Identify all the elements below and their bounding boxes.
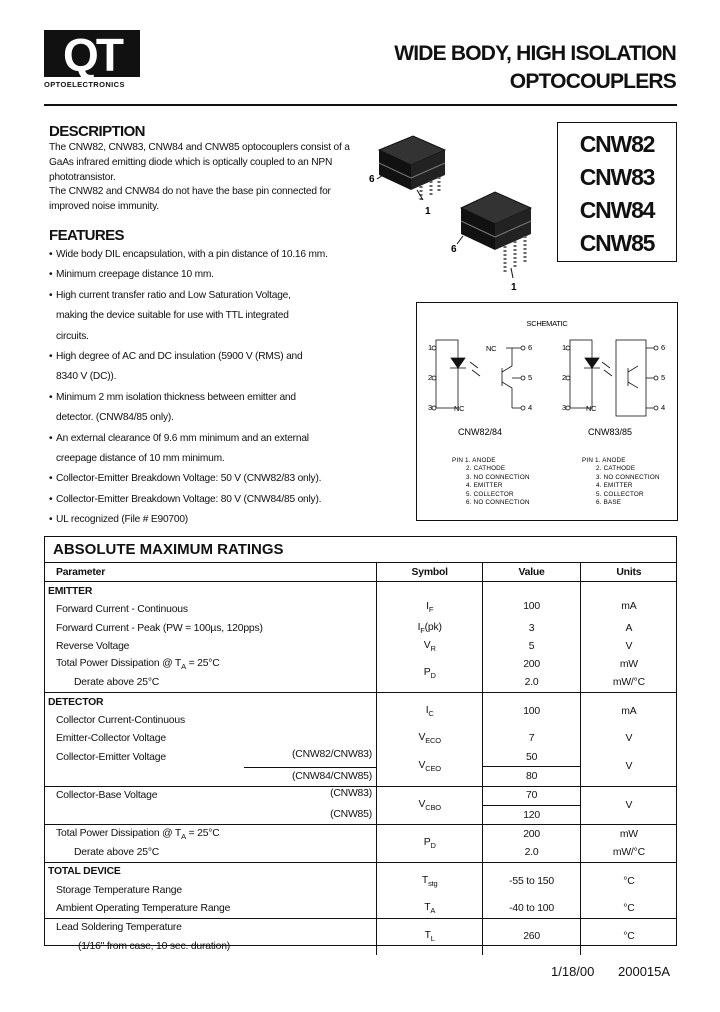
- units-cell: mW/°C: [612, 677, 645, 689]
- symbol-cell: $I_F(pk)$: [376, 619, 482, 637]
- value-cell: 100: [483, 601, 580, 619]
- schematic-diagram: [416, 302, 678, 521]
- pin-label-1: 1: [425, 206, 431, 217]
- units-cell: mW: [619, 659, 638, 671]
- col-header-symbol: Symbol: [376, 563, 482, 582]
- param-cell: Collector-Emitter Voltage (CNW82/CNW83): [44, 748, 376, 767]
- features-list: [49, 245, 369, 531]
- value-cell: 2.0: [483, 843, 580, 862]
- part-number: CNW84: [579, 197, 655, 223]
- value-cell: -40 to 100: [483, 899, 580, 918]
- feature-item: • Minimum creepage distance 10 mm.: [49, 265, 369, 285]
- circuit-cnw82-84: [432, 340, 525, 410]
- table-row: [44, 825, 677, 844]
- feature-item: • Collector-Emitter Breakdown Voltage: 50 V (CNW82/83 only).: [49, 469, 369, 489]
- symbol-cell: $V_{CBO}$: [376, 786, 482, 825]
- param-cell: Total Power Dissipation @ $T_A = 25^\circ C$: [44, 825, 376, 844]
- feature-item-cont: circuits.: [56, 330, 89, 342]
- pin-number: 6: [528, 343, 532, 352]
- value-cell: -55 to 150: [483, 862, 580, 899]
- pin-number: 4: [661, 403, 665, 412]
- pin-number: 4: [528, 403, 532, 412]
- pin-number: 5: [661, 373, 665, 382]
- units-cell: °C: [623, 902, 635, 914]
- col-header-parameter: Parameter: [44, 563, 376, 582]
- table-row: [44, 582, 677, 601]
- table-row: [44, 601, 677, 619]
- footer-doc-code: 200015A: [618, 964, 671, 979]
- pin-desc: PIN 1. ANODE: [452, 457, 496, 464]
- value-cell: 70: [483, 786, 580, 805]
- right-caption: CNW83/85: [587, 427, 633, 437]
- features-heading: FEATURES: [49, 227, 124, 244]
- feature-item: • Minimum 2 mm isolation thickness between emitter and: [49, 388, 369, 408]
- units-cell: °C: [580, 862, 677, 899]
- circuit-cnw83-85: [566, 340, 658, 416]
- nc-label: NC: [486, 344, 497, 353]
- document-title-line2: OPTOCOUPLERS: [509, 70, 676, 93]
- symbol-cell: $V_{ECO}$: [376, 730, 482, 748]
- param-cell: (CNW85): [44, 805, 376, 824]
- value-cell: 5: [483, 637, 580, 655]
- symbol-cell: $V_{CEO}$: [376, 748, 482, 786]
- pin-label-6: 6: [451, 244, 457, 255]
- left-pin-list: [452, 457, 530, 506]
- schematic-title: SCHEMATIC: [526, 319, 568, 328]
- table-row: [44, 862, 677, 881]
- value-cell: 120: [483, 805, 580, 824]
- feature-item: • Wide body DIL encapsulation, with a pin distance of 10.16 mm.: [49, 245, 369, 265]
- table-header-row: [44, 563, 677, 582]
- group-label: TOTAL DEVICE: [44, 862, 376, 881]
- part-number: CNW83: [579, 164, 655, 190]
- pin-number: 1: [562, 343, 566, 352]
- pin-desc: 2. CATHODE: [466, 465, 506, 472]
- header-divider: [44, 104, 677, 106]
- value-cell: 3: [483, 619, 580, 637]
- pin-number: 2: [562, 373, 566, 382]
- units-cell: mA: [621, 600, 637, 612]
- units-cell: mW: [580, 825, 677, 844]
- param-cell: Forward Current - Peak (PW = 100µs, 120pps): [44, 619, 376, 637]
- symbol-cell: $I_C$: [376, 693, 482, 730]
- param-cell: Derate above 25°C: [44, 674, 376, 693]
- param-cell: Total Power Dissipation @ $T_A = 25^\circ C$: [44, 655, 376, 673]
- table-row: [44, 786, 677, 805]
- feature-item: • High degree of AC and DC insulation (5900 V (RMS) and: [49, 347, 369, 367]
- pin-desc: 6. NO CONNECTION: [466, 499, 530, 506]
- pin-number: 3: [428, 403, 432, 412]
- table-row: [44, 637, 677, 655]
- units-cell: mA: [580, 693, 677, 730]
- value-cell: 200: [483, 655, 580, 673]
- param-cell: Ambient Operating Temperature Range: [44, 899, 376, 918]
- feature-item: • UL recognized (File # E90700): [49, 510, 369, 530]
- ratings-heading: ABSOLUTE MAXIMUM RATINGS: [53, 541, 284, 558]
- symbol-cell: $T_A$: [376, 899, 482, 918]
- symbol-cell: $V_R$: [376, 637, 482, 655]
- col-header-value: Value: [483, 563, 580, 582]
- value-cell: 50: [483, 748, 580, 767]
- feature-item-cont: detector. (CNW84/85 only).: [56, 412, 174, 424]
- symbol-cell: $T_{stg}$: [376, 862, 482, 899]
- feature-item-cont: creepage distance of 10 mm minimum.: [56, 453, 225, 465]
- param-cell: Storage Temperature Range: [44, 881, 376, 899]
- ratings-heading-box: [44, 536, 677, 563]
- param-cell: Reverse Voltage: [44, 637, 376, 655]
- svg-text:QT: QT: [63, 30, 121, 81]
- pin-label-6: 6: [369, 174, 375, 185]
- table-row: [44, 899, 677, 918]
- table-row: [44, 674, 677, 693]
- feature-item: • High current transfer ratio and Low Saturation Voltage,: [49, 286, 369, 306]
- nc-label: NC: [586, 404, 597, 413]
- description-para-1: The CNW82, CNW83, CNW84 and CNW85 optocouplers consist of a GaAs infrared emitting diode which is optically coupled to an NPN phototransistor.: [49, 142, 350, 183]
- param-cell: (CNW84/CNW85): [44, 767, 376, 786]
- param-cell: Emitter-Collector Voltage: [44, 730, 376, 748]
- table-row: [44, 748, 677, 767]
- footer-date: 1/18/00: [551, 964, 595, 979]
- value-cell: 80: [483, 767, 580, 786]
- right-pin-list: [582, 457, 660, 506]
- param-cell: Collector-Base Voltage (CNW83): [44, 786, 376, 805]
- units-cell: A: [625, 622, 633, 634]
- part-number: CNW82: [579, 131, 655, 157]
- pin-desc: 5. COLLECTOR: [596, 491, 644, 498]
- param-cell: Collector Current-Continuous: [44, 711, 376, 729]
- pin-desc: 3. NO CONNECTION: [596, 474, 660, 481]
- units-cell: °C: [580, 918, 677, 955]
- table-row: [44, 655, 677, 673]
- pin-desc: 4. EMITTER: [596, 482, 633, 489]
- pin-number: 6: [661, 343, 665, 352]
- symbol-cell: $P_D$: [376, 655, 482, 692]
- pin-desc: 6. BASE: [596, 499, 622, 506]
- feature-item-cont: 8340 V (DC)).: [56, 371, 117, 383]
- pin-desc: 2. CATHODE: [596, 465, 636, 472]
- pin-number: 5: [528, 373, 532, 382]
- pin-desc: 5. COLLECTOR: [466, 491, 514, 498]
- table-row: [44, 730, 677, 748]
- table-row: [44, 693, 677, 712]
- units-cell: V: [625, 640, 633, 652]
- group-label: EMITTER: [44, 582, 376, 601]
- pin-desc: PIN 1. ANODE: [582, 457, 626, 464]
- left-caption: CNW82/84: [457, 427, 503, 437]
- param-cell: Lead Soldering Temperature: [44, 918, 376, 937]
- part-number: CNW85: [579, 230, 655, 256]
- package-chip-1: [377, 136, 445, 200]
- group-label: DETECTOR: [44, 693, 376, 712]
- value-cell: 260: [483, 918, 580, 955]
- pin-number: 1: [428, 343, 432, 352]
- value-cell: 200: [483, 825, 580, 844]
- table-row: [44, 619, 677, 637]
- symbol-cell: $I_F$: [376, 601, 482, 619]
- description-para-2: The CNW82 and CNW84 do not have the base pin connected for improved noise immunity.: [49, 186, 331, 213]
- part-number-box: [557, 122, 677, 262]
- symbol-cell: $P_D$: [376, 825, 482, 863]
- param-cell: Derate above 25°C: [44, 843, 376, 862]
- description-heading: DESCRIPTION: [49, 123, 145, 140]
- nc-label: NC: [454, 404, 465, 413]
- table-row: [44, 843, 677, 862]
- feature-item-cont: making the device suitable for use with TTL integrated: [56, 310, 289, 322]
- value-cell: 2.0: [483, 674, 580, 693]
- col-header-units: Units: [580, 563, 677, 582]
- pin-number: 3: [562, 403, 566, 412]
- package-chip-2: [457, 192, 531, 278]
- value-cell: 100: [483, 693, 580, 730]
- logo-subtitle: OPTOELECTRONICS: [44, 80, 125, 89]
- table-row: [44, 918, 677, 937]
- pin-label-1: 1: [511, 282, 517, 293]
- feature-item: • Collector-Emitter Breakdown Voltage: 80 V (CNW84/85 only).: [49, 490, 369, 510]
- value-cell: 7: [483, 730, 580, 748]
- units-cell: V: [625, 761, 633, 773]
- symbol-cell: $T_L$: [376, 918, 482, 955]
- param-cell: Forward Current - Continuous: [44, 601, 376, 619]
- units-cell: mW/°C: [612, 847, 645, 859]
- feature-item: • An external clearance 0f 9.6 mm minimum and an external: [49, 429, 369, 449]
- pin-desc: 3. NO CONNECTION: [466, 474, 530, 481]
- param-cell: (1/16" from case, 10 sec. duration): [44, 937, 376, 955]
- document-title-line1: WIDE BODY, HIGH ISOLATION: [394, 42, 676, 65]
- pin-number: 2: [428, 373, 432, 382]
- pin-desc: 4. EMITTER: [466, 482, 503, 489]
- package-illustration: [365, 128, 555, 293]
- units-cell: V: [580, 786, 677, 825]
- units-cell: V: [625, 733, 633, 745]
- description-text: [49, 141, 364, 215]
- ratings-table: [44, 563, 677, 955]
